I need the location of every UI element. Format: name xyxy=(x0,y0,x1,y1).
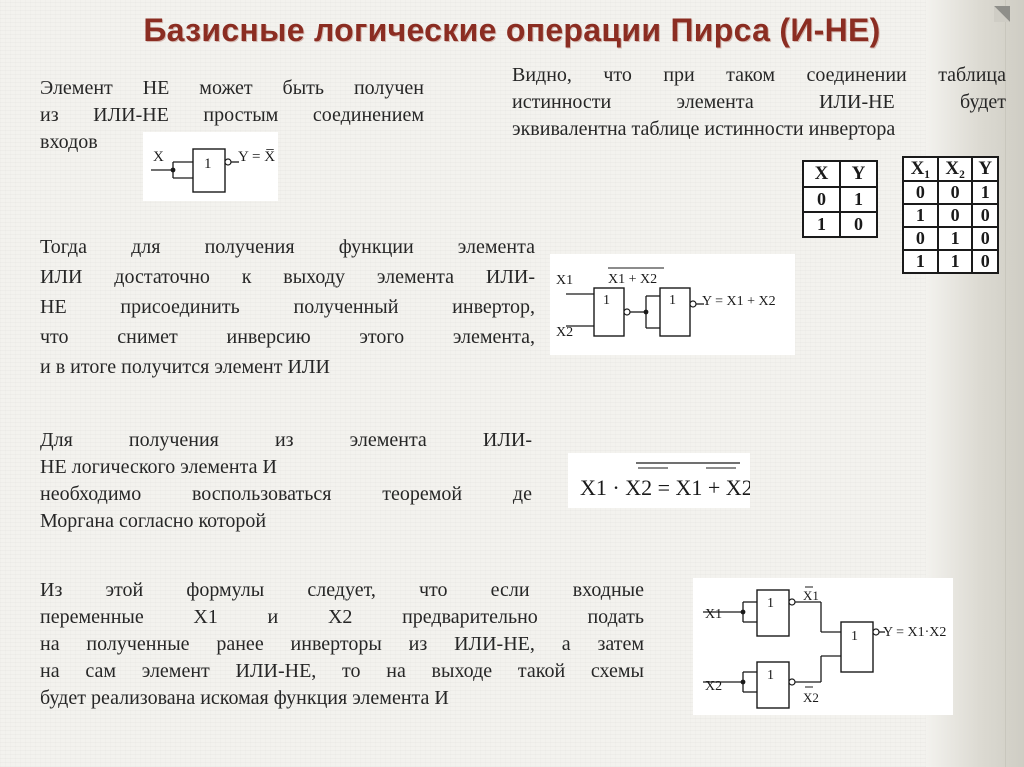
circuit-input-label: X1 xyxy=(705,607,723,622)
table-cell: 1 xyxy=(840,187,877,212)
circuit-input-label: X1 xyxy=(556,273,574,288)
text-line: будет реализована искомая функция элемента И xyxy=(40,687,449,709)
text-line: эквивалентна таблице истинности инвертора xyxy=(512,118,896,140)
table-cell: 0 xyxy=(903,181,938,204)
table-cell: 0 xyxy=(972,227,998,250)
truth-table-inverter xyxy=(802,160,878,238)
or-circuit-diagram xyxy=(550,254,795,355)
table-cell: 0 xyxy=(840,212,877,237)
text-line: истинности элемента ИЛИ-НЕ будет xyxy=(512,91,1006,113)
table-header: X xyxy=(803,161,840,187)
table-cell: 0 xyxy=(972,204,998,227)
text-line: из ИЛИ-НЕ простым соединением xyxy=(40,104,424,126)
slide-title: Базисные логические операции Пирса (И-НЕ) xyxy=(143,12,881,48)
text-line: НЕ логического элемента И xyxy=(40,456,277,478)
table-header-row xyxy=(903,157,998,181)
table-row xyxy=(803,212,877,237)
inverted-signal-label: X2 xyxy=(803,690,819,705)
text-line: на полученные ранее инверторы из ИЛИ-НЕ, а затем xyxy=(40,633,644,655)
table-cell: 1 xyxy=(938,227,973,250)
table-row xyxy=(903,204,998,227)
table-cell: 1 xyxy=(903,250,938,273)
table-cell: 0 xyxy=(938,181,973,204)
gate-label: 1 xyxy=(669,293,676,308)
intermediate-signal-label: X1 + X2 xyxy=(608,272,658,287)
text-line: и в итоге получится элемент ИЛИ xyxy=(40,356,330,378)
text-block-or-element xyxy=(40,232,535,382)
text-line: на сам элемент ИЛИ-НЕ, то на выходе такой схемы xyxy=(40,660,644,682)
text-line: Видно, что при таком соединении таблица xyxy=(512,64,1006,86)
text-line: необходимо воспользоваться теоремой де xyxy=(40,483,532,505)
text-line: ИЛИ достаточно к выходу элемента ИЛИ- xyxy=(40,266,535,288)
text-line: Моргана согласно которой xyxy=(40,510,267,532)
text-line: Из этой формулы следует, что если входные xyxy=(40,579,644,601)
text-line: переменные X1 и X2 предварительно подать xyxy=(40,606,644,628)
text-line: Элемент НЕ может быть получен xyxy=(40,77,424,99)
table-cell: 0 xyxy=(803,187,840,212)
text-block-conclusion xyxy=(40,577,644,712)
table-header-row xyxy=(803,161,877,187)
table-row xyxy=(803,187,877,212)
table-cell: 1 xyxy=(903,204,938,227)
gate-label: 1 xyxy=(851,629,858,644)
text-block-and-element xyxy=(40,427,532,535)
table-header: Y xyxy=(840,161,877,187)
table-header: X₂ xyxy=(938,157,973,181)
circuit-output-label: Y = X̅ xyxy=(238,149,276,165)
table-cell: 1 xyxy=(938,250,973,273)
table-header: X₁ xyxy=(903,157,938,181)
and-circuit-diagram xyxy=(693,578,953,715)
gate-label: 1 xyxy=(204,156,212,172)
text-line: что снимет инверсию этого элемента, xyxy=(40,326,535,348)
gate-label: 1 xyxy=(767,668,774,683)
inverted-signal-label: X1 xyxy=(803,588,819,603)
text-line: Тогда для получения функции элемента xyxy=(40,236,535,258)
table-row xyxy=(903,227,998,250)
circuit-input-label: X xyxy=(153,149,164,165)
formula-text: X1 · X2 = X1 + X2. xyxy=(580,475,750,500)
table-cell: 1 xyxy=(972,181,998,204)
table-cell: 0 xyxy=(972,250,998,273)
gate-label: 1 xyxy=(603,293,610,308)
text-block-equivalence xyxy=(512,62,1006,143)
table-cell: 0 xyxy=(938,204,973,227)
text-line: Для получения из элемента ИЛИ- xyxy=(40,429,532,451)
table-cell: 1 xyxy=(803,212,840,237)
circuit-output-label: Y = X1 + X2 xyxy=(702,294,776,309)
truth-table-nor xyxy=(902,156,999,274)
inverter-circuit-diagram xyxy=(143,132,278,201)
text-line: входов xyxy=(40,131,98,153)
gate-label: 1 xyxy=(767,596,774,611)
text-line: НЕ присоединить полученный инвертор, xyxy=(40,296,535,318)
table-cell: 0 xyxy=(903,227,938,250)
circuit-input-label: X2 xyxy=(705,679,723,694)
circuit-input-label: X2 xyxy=(556,325,574,340)
table-header: Y xyxy=(972,157,998,181)
de-morgan-formula xyxy=(568,453,750,508)
circuit-output-label: Y = X1·X2 xyxy=(883,625,947,640)
table-row xyxy=(903,250,998,273)
table-row xyxy=(903,181,998,204)
